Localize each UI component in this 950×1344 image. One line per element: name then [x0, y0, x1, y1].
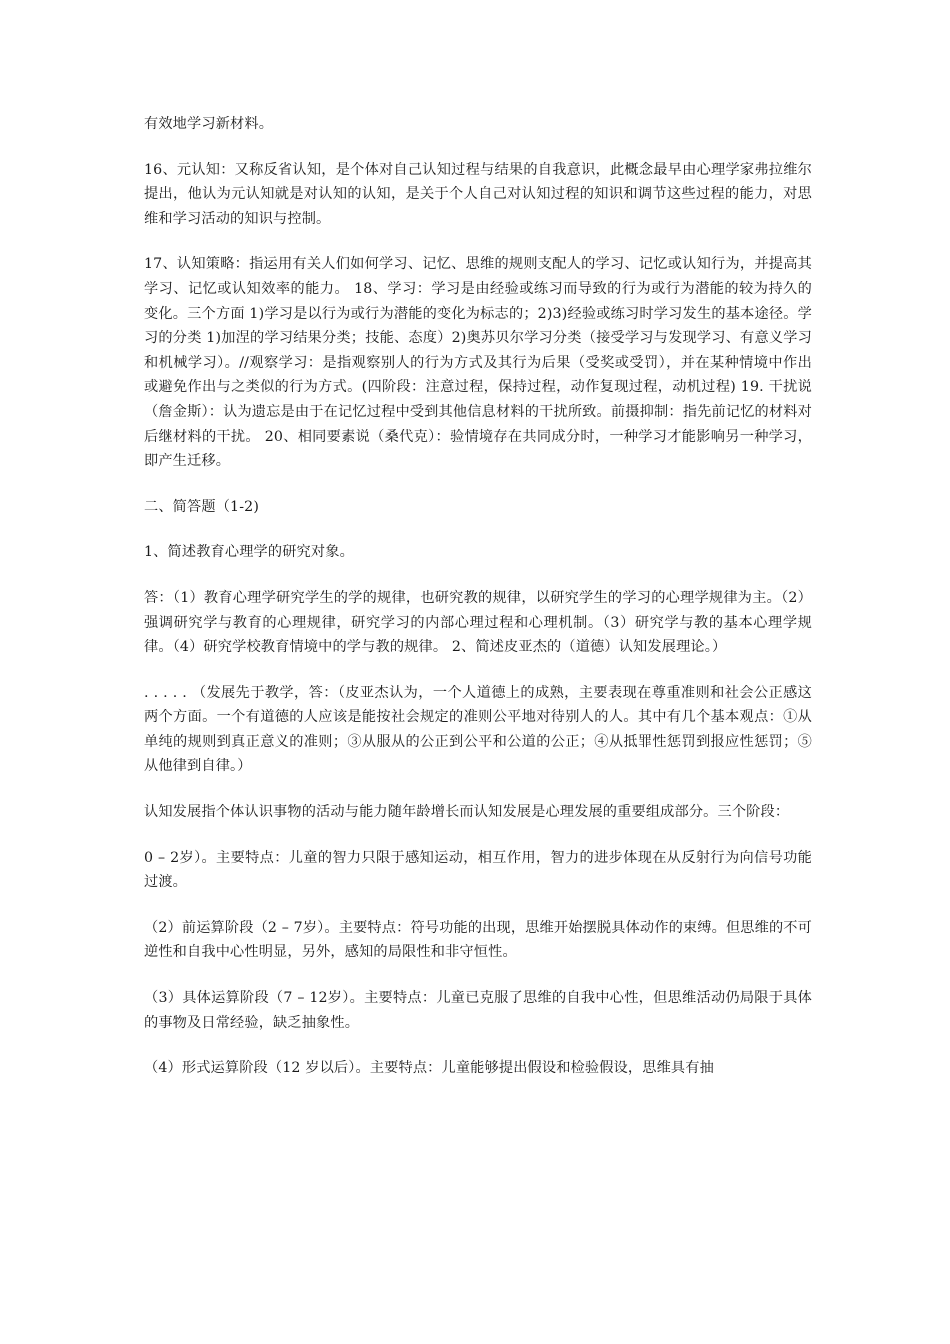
stage-4: （4）形式运算阶段（12 岁以后）。主要特点：儿童能够提出假设和检验假设，思维具有抽 — [144, 1060, 714, 1077]
answer-1: 答：（1）教育心理学研究学生的学的规律，也研究教的规律，以研究学生的学习的心理学规律为主。（2）强调研究学与教育的心理规律，研究学习的内部心理过程和心理机制。（3）研究学与教的基本心理学规律。（4）研究学校教育情境中的学与教的规律。 2、简述皮亚杰的（道德）认知发展理论。） — [144, 589, 812, 656]
stage-1: 0 – 2岁）。主要特点：儿童的智力只限于感知运动，相互作用，智力的进步体现在从反射行为向信号功能过渡。 — [144, 849, 812, 891]
document-body — [144, 112, 812, 1102]
paragraph-continuation: 有效地学习新材料。 — [144, 116, 274, 132]
paragraph-piaget-moral: . . . . . （发展先于教学，答：（皮亚杰认为，一个人道德上的成熟，主要表现在尊重准则和社会公正感这两个方面。一个有道德的人应该是能按社会规定的准则公平地对待别人的人。其中有几个基本观点：①从单纯的规则到真正意义的准则；③从服从的公正到公平和公道的公正；④从抵罪性惩罚到报应性惩罚；⑤从他律到自律。） — [144, 684, 812, 775]
paragraph-cognitive-development: 认知发展指个体认识事物的活动与能力随年龄增长而认知发展是心理发展的重要组成部分。三个阶段： — [144, 804, 790, 821]
paragraph-metacognition: 16、元认知：又称反省认知，是个体对自己认知过程与结果的自我意识，此概念最早由心理学家弗拉维尔提出，他认为元认知就是对认知的认知，是关于个人自己对认知过程的知识和调节这些过程的能力，对思维和学习活动的知识与控制。 — [144, 161, 812, 227]
stage-2: （2）前运算阶段（2 – 7岁）。主要特点：符号功能的出现，思维开始摆脱具体动作的束缚。但思维的不可逆性和自我中心性明显，另外，感知的局限性和非守恒性。 — [144, 919, 812, 961]
section-heading-short-answer: 二、简答题（1-2) — [144, 498, 260, 515]
question-1: 1、简述教育心理学的研究对象。 — [144, 544, 354, 561]
stage-3: （3）具体运算阶段（7 – 12岁）。主要特点：儿童已克服了思维的自我中心性，但思维活动仍局限于具体的事物及日常经验，缺乏抽象性。 — [144, 990, 812, 1031]
paragraph-cognitive-strategy: 17、认知策略：指运用有关人们如何学习、记忆、思维的规则支配人的学习、记忆或认知行为，并提高其学习、记忆或认知效率的能力。 18、学习：学习是由经验或练习而导致的行为或行为潜能的较为持久的变化。三个方面 1)学习是以行为或行为潜能的变化为标志的；2)3)经验或练习时学习发生的基本途径。学习的分类 1)加涅的学习结果分类；技能、态度）2)奥苏贝尔学习分类（接受学习与发现学习、有意义学习和机械学习）。//观察学习：是指观察别人的行为方式及其行为后果（受奖或受罚），并在某种情境中作出或避免作出与之类似的行为方式。(四阶段：注意过程，保持过程，动作复现过程，动机过程) 19. 干扰说（詹金斯）：认为遗忘是由于在记忆过程中受到其他信息材料的干扰所致。前摄抑制：指先前记忆的材料对后继材料的干扰。 20、相同要素说（桑代克）：验情境存在共同成分时，一种学习才能影响另一种学习，即产生迁移。 — [144, 256, 812, 470]
